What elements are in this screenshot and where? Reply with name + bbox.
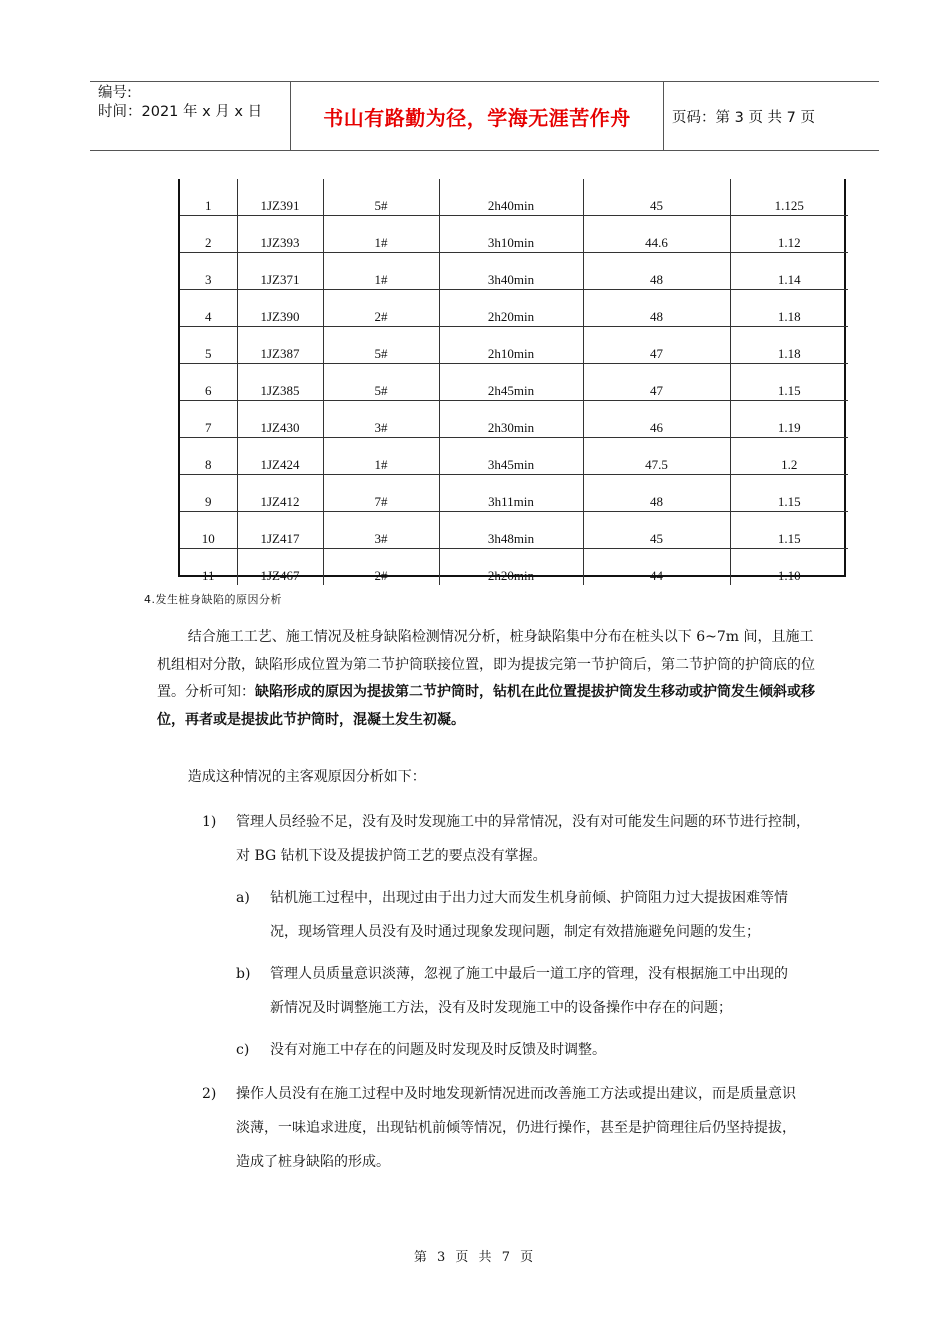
table-cell: 1# bbox=[323, 216, 439, 253]
table-cell: 1JZ430 bbox=[237, 401, 323, 438]
analysis-text: 结合施工工艺、施工情况及桩身缺陷检测情况分析，桩身缺陷集中分布在桩头以下 6~7m 间，且施工机组相对分散，缺陷形成位置为第二节护筒联接位置，即为提拔完第一节护筒后，第二节护筒的护筒底的位置。分析可知： bbox=[157, 629, 815, 700]
table-cell: 47 bbox=[583, 364, 730, 401]
table-cell: 1# bbox=[323, 253, 439, 290]
item-text: 况，现场管理人员没有及时通过现象发现问题，制定有效措施避免问题的发生； bbox=[270, 924, 760, 940]
table-cell: 45 bbox=[583, 512, 730, 549]
table-cell: 1.19 bbox=[730, 401, 848, 438]
header-meta bbox=[98, 84, 288, 122]
table-cell: 1.15 bbox=[730, 364, 848, 401]
table-row bbox=[180, 216, 848, 253]
table-cell: 1JZ391 bbox=[237, 179, 323, 216]
table-cell: 3 bbox=[180, 253, 237, 290]
item-number: a) bbox=[236, 890, 250, 906]
table-cell: 11 bbox=[180, 549, 237, 586]
header-page-label: 页码：第 3 页 共 7 页 bbox=[672, 109, 815, 126]
table-cell: 1.15 bbox=[730, 512, 848, 549]
table-cell: 1 bbox=[180, 179, 237, 216]
table-cell: 3h40min bbox=[439, 253, 583, 290]
table-cell: 1JZ387 bbox=[237, 327, 323, 364]
table-cell: 48 bbox=[583, 290, 730, 327]
table-cell: 1JZ371 bbox=[237, 253, 323, 290]
analysis-conclusion: 缺陷形成的原因为提拔第二节护筒时，钻机在此位置提拔护筒发生移动或护筒发生倾斜或移位，再者或是提拔此节护筒时，混凝土发生初凝。 bbox=[157, 684, 815, 728]
header-motto: 书山有路勤为径，学海无涯苦作舟 bbox=[323, 105, 631, 130]
cause-intro: 造成这种情况的主客观原因分析如下： bbox=[187, 769, 426, 785]
item-number: c) bbox=[236, 1042, 250, 1058]
table-cell: 2h20min bbox=[439, 549, 583, 586]
table-row bbox=[180, 179, 848, 216]
table-cell: 47.5 bbox=[583, 438, 730, 475]
table-cell: 4 bbox=[180, 290, 237, 327]
table-cell: 5# bbox=[323, 364, 439, 401]
table-cell: 3h45min bbox=[439, 438, 583, 475]
table-cell: 48 bbox=[583, 253, 730, 290]
table-cell: 2 bbox=[180, 216, 237, 253]
analysis-paragraph bbox=[157, 624, 817, 734]
table-cell: 2h30min bbox=[439, 401, 583, 438]
item-number: 2) bbox=[202, 1086, 217, 1102]
table-row bbox=[180, 290, 848, 327]
table-row bbox=[180, 512, 848, 549]
item-number: b) bbox=[236, 966, 251, 982]
table-cell: 1.14 bbox=[730, 253, 848, 290]
table-cell: 6 bbox=[180, 364, 237, 401]
item-text: 操作人员没有在施工过程中及时地发现新情况进而改善施工方法或提出建议，而是质量意识 bbox=[236, 1086, 796, 1102]
table-cell: 44.6 bbox=[583, 216, 730, 253]
table-cell: 7 bbox=[180, 401, 237, 438]
table-cell: 1JZ424 bbox=[237, 438, 323, 475]
table-cell: 1JZ417 bbox=[237, 512, 323, 549]
table-cell: 5 bbox=[180, 327, 237, 364]
table-cell: 1.10 bbox=[730, 549, 848, 586]
table-cell: 7# bbox=[323, 475, 439, 512]
table-cell: 1.18 bbox=[730, 290, 848, 327]
table-cell: 1JZ393 bbox=[237, 216, 323, 253]
table-row bbox=[180, 475, 848, 512]
table-cell: 48 bbox=[583, 475, 730, 512]
section-title: 4.发生桩身缺陷的原因分析 bbox=[144, 593, 282, 606]
table-cell: 5# bbox=[323, 179, 439, 216]
table-cell: 3h10min bbox=[439, 216, 583, 253]
code-label: 编号: bbox=[98, 85, 132, 101]
table-cell: 2# bbox=[323, 549, 439, 586]
item-text: 新情况及时调整施工方法，没有及时发现施工中的设备操作中存在的问题； bbox=[270, 1000, 732, 1016]
table-cell: 1JZ412 bbox=[237, 475, 323, 512]
table-cell: 2h20min bbox=[439, 290, 583, 327]
item-text: 管理人员经验不足，没有及时发现施工中的异常情况，没有对可能发生问题的环节进行控制， bbox=[236, 814, 810, 830]
table-cell: 10 bbox=[180, 512, 237, 549]
table-cell: 1.15 bbox=[730, 475, 848, 512]
table-cell: 2h45min bbox=[439, 364, 583, 401]
table-cell: 1.12 bbox=[730, 216, 848, 253]
table-cell: 9 bbox=[180, 475, 237, 512]
table-cell: 5# bbox=[323, 327, 439, 364]
table-cell: 3# bbox=[323, 401, 439, 438]
table-cell: 3h11min bbox=[439, 475, 583, 512]
table-cell: 3# bbox=[323, 512, 439, 549]
page-header bbox=[90, 81, 879, 151]
table-cell: 44 bbox=[583, 549, 730, 586]
table-cell: 2# bbox=[323, 290, 439, 327]
table-row bbox=[180, 364, 848, 401]
table-cell: 2h10min bbox=[439, 327, 583, 364]
table-cell: 1.125 bbox=[730, 179, 848, 216]
table-row bbox=[180, 327, 848, 364]
table-cell: 1JZ390 bbox=[237, 290, 323, 327]
page-footer: 第 3 页 共 7 页 bbox=[413, 1250, 537, 1265]
table-cell: 46 bbox=[583, 401, 730, 438]
pile-data-table bbox=[178, 179, 846, 583]
table-cell: 1.18 bbox=[730, 327, 848, 364]
table-cell: 1# bbox=[323, 438, 439, 475]
item-text: 钻机施工过程中，出现过由于出力过大而发生机身前倾、护筒阻力过大提拔困难等情 bbox=[270, 890, 788, 906]
table-row bbox=[180, 401, 848, 438]
table-cell: 3h48min bbox=[439, 512, 583, 549]
item-text: 对 BG 钻机下设及提拔护筒工艺的要点没有掌握。 bbox=[236, 848, 547, 864]
time-label: 时间：2021 年 x 月 x 日 bbox=[98, 104, 263, 120]
item-text: 造成了桩身缺陷的形成。 bbox=[236, 1154, 390, 1170]
table-cell: 8 bbox=[180, 438, 237, 475]
table-cell: 1JZ385 bbox=[237, 364, 323, 401]
table-cell: 47 bbox=[583, 327, 730, 364]
item-text: 没有对施工中存在的问题及时发现及时反馈及时调整。 bbox=[270, 1042, 606, 1058]
header-divider bbox=[663, 82, 664, 150]
table-cell: 1JZ467 bbox=[237, 549, 323, 586]
table-row bbox=[180, 253, 848, 290]
table-cell: 1.2 bbox=[730, 438, 848, 475]
table-row bbox=[180, 549, 848, 586]
table-cell: 2h40min bbox=[439, 179, 583, 216]
table-cell: 45 bbox=[583, 179, 730, 216]
item-text: 淡薄，一味追求进度，出现钻机前倾等情况，仍进行操作，甚至是护筒理往后仍坚持提拔， bbox=[236, 1120, 796, 1136]
table-row bbox=[180, 438, 848, 475]
item-number: 1) bbox=[202, 814, 217, 830]
item-text: 管理人员质量意识淡薄，忽视了施工中最后一道工序的管理，没有根据施工中出现的 bbox=[270, 966, 788, 982]
